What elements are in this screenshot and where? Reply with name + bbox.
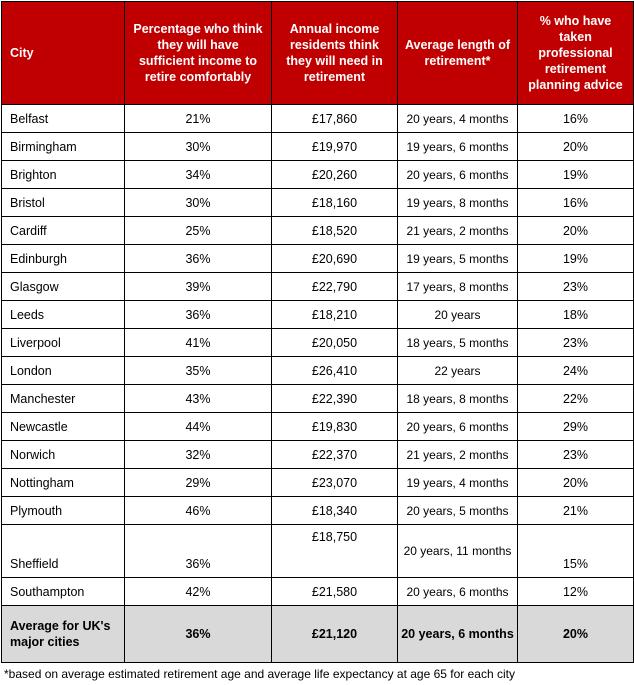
cell-income: £20,690 [272,245,398,273]
cell-percentage: 41% [125,329,272,357]
cell-income: £21,580 [272,578,398,606]
cell-percentage: 32% [125,441,272,469]
cell-length: 20 years, 6 months [398,413,518,441]
cell-city: Leeds [2,301,125,329]
cell-city: London [2,357,125,385]
cell-income: £18,160 [272,189,398,217]
average-row [2,606,634,663]
cell-income: £18,750 [272,525,398,578]
cell-percentage: 39% [125,273,272,301]
cell-advice: 19% [518,161,634,189]
table-row [2,413,634,441]
footnote: *based on average estimated retirement age and average life expectancy at age 65 for each city [4,667,515,681]
cell-length: 22 years [398,357,518,385]
cell-city: Nottingham [2,469,125,497]
header-percentage: Percentage who think they will have sufficient income to retire comfortably [125,2,272,105]
table-row [2,329,634,357]
cell-advice: 20% [518,469,634,497]
average-length: 20 years, 6 months [398,606,518,663]
cell-income: £23,070 [272,469,398,497]
table-row [2,525,634,578]
table-body [2,105,634,663]
cell-percentage: 35% [125,357,272,385]
cell-city: Cardiff [2,217,125,245]
cell-percentage: 36% [125,245,272,273]
cell-length: 21 years, 2 months [398,441,518,469]
cell-length: 20 years, 5 months [398,497,518,525]
cell-advice: 12% [518,578,634,606]
cell-income: £20,050 [272,329,398,357]
cell-percentage: 29% [125,469,272,497]
cell-income: £26,410 [272,357,398,385]
cell-percentage: 36% [125,301,272,329]
cell-length: 20 years, 6 months [398,578,518,606]
cell-percentage: 44% [125,413,272,441]
cell-city: Birmingham [2,133,125,161]
cell-percentage: 30% [125,133,272,161]
table-row [2,273,634,301]
table-row [2,105,634,133]
table-row [2,217,634,245]
cell-length: 21 years, 2 months [398,217,518,245]
header-row [2,2,634,105]
cell-length: 20 years, 11 months [398,525,518,578]
retirement-table [1,1,634,663]
cell-advice: 19% [518,245,634,273]
cell-income: £20,260 [272,161,398,189]
cell-length: 17 years, 8 months [398,273,518,301]
cell-advice: 18% [518,301,634,329]
cell-city: Glasgow [2,273,125,301]
cell-city: Belfast [2,105,125,133]
table-row [2,578,634,606]
table-row [2,161,634,189]
cell-advice: 29% [518,413,634,441]
average-percentage: 36% [125,606,272,663]
cell-length: 20 years, 6 months [398,161,518,189]
cell-length: 20 years [398,301,518,329]
cell-city: Norwich [2,441,125,469]
cell-income: £22,370 [272,441,398,469]
table-row [2,441,634,469]
cell-advice: 15% [518,525,634,578]
cell-city: Bristol [2,189,125,217]
header-city: City [2,2,125,105]
cell-length: 18 years, 8 months [398,385,518,413]
cell-income: £18,340 [272,497,398,525]
table-row [2,497,634,525]
table-row [2,189,634,217]
cell-city: Newcastle [2,413,125,441]
cell-percentage: 46% [125,497,272,525]
table-row [2,469,634,497]
cell-advice: 21% [518,497,634,525]
cell-city: Manchester [2,385,125,413]
cell-percentage: 43% [125,385,272,413]
cell-length: 20 years, 4 months [398,105,518,133]
average-advice: 20% [518,606,634,663]
table-row [2,301,634,329]
cell-percentage: 21% [125,105,272,133]
cell-advice: 16% [518,189,634,217]
cell-advice: 22% [518,385,634,413]
cell-city: Plymouth [2,497,125,525]
cell-length: 19 years, 4 months [398,469,518,497]
cell-city: Liverpool [2,329,125,357]
cell-advice: 23% [518,273,634,301]
average-income: £21,120 [272,606,398,663]
cell-length: 19 years, 8 months [398,189,518,217]
cell-percentage: 25% [125,217,272,245]
cell-city: Edinburgh [2,245,125,273]
header-income: Annual income residents think they will need in retirement [272,2,398,105]
cell-income: £19,970 [272,133,398,161]
cell-length: 18 years, 5 months [398,329,518,357]
cell-percentage: 30% [125,189,272,217]
cell-income: £22,790 [272,273,398,301]
average-city: Average for UK's major cities [2,606,125,663]
header-length: Average length of retirement* [398,2,518,105]
cell-advice: 20% [518,217,634,245]
cell-income: £18,210 [272,301,398,329]
cell-city: Southampton [2,578,125,606]
cell-length: 19 years, 6 months [398,133,518,161]
cell-city: Sheffield [2,525,125,578]
header-advice: % who have taken professional retirement planning advice [518,2,634,105]
cell-income: £22,390 [272,385,398,413]
cell-length: 19 years, 5 months [398,245,518,273]
cell-advice: 23% [518,441,634,469]
cell-advice: 16% [518,105,634,133]
cell-percentage: 34% [125,161,272,189]
cell-percentage: 36% [125,525,272,578]
cell-city: Brighton [2,161,125,189]
cell-income: £17,860 [272,105,398,133]
table-row [2,133,634,161]
cell-percentage: 42% [125,578,272,606]
cell-advice: 23% [518,329,634,357]
table-row [2,245,634,273]
cell-income: £18,520 [272,217,398,245]
table-row [2,357,634,385]
cell-advice: 20% [518,133,634,161]
table-row [2,385,634,413]
cell-advice: 24% [518,357,634,385]
cell-income: £19,830 [272,413,398,441]
